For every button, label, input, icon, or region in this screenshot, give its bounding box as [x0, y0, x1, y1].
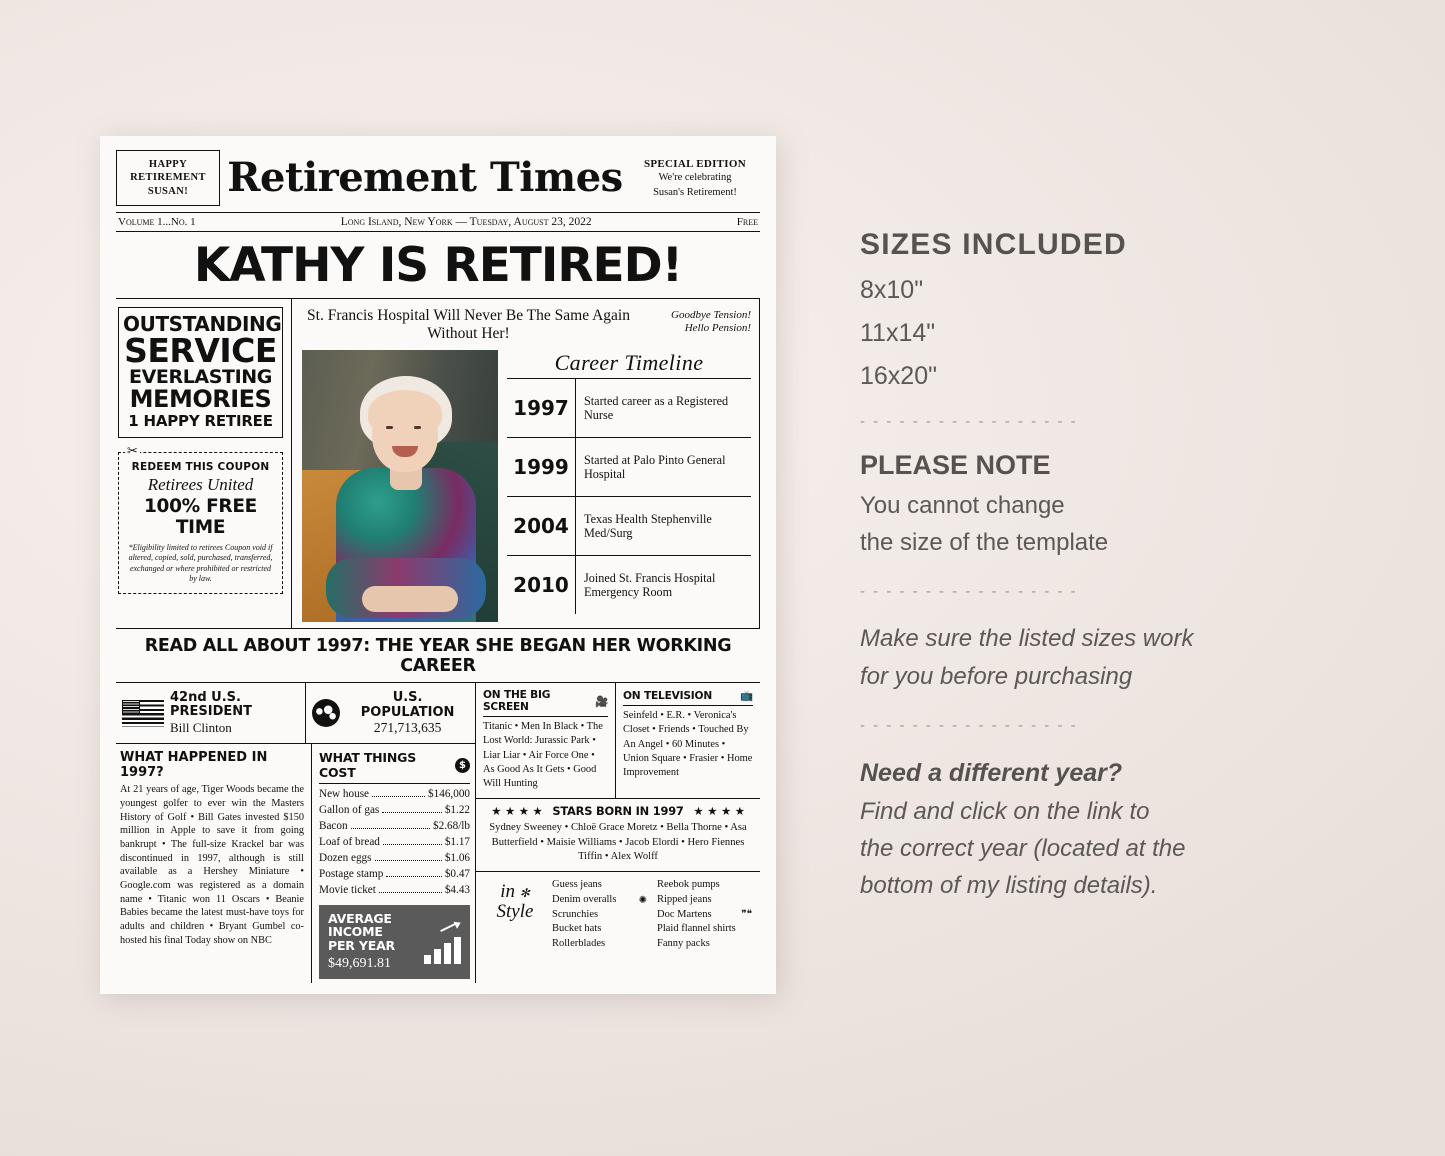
location-date: Long Island, New York — Tuesday, August 23, 2022 [340, 216, 592, 229]
average-income-text [328, 912, 424, 972]
outstanding-line-4: MEMORIES [129, 385, 272, 414]
stars-born-body: Sydney Sweeney • Chloë Grace Moretz • Bella Thorne • Asa Butterfield • Maisie Williams • Jacob Elordi • Hero Fiennes Tiffin • Alex Wolff [489, 821, 747, 863]
in-style-item: Plaid flannel shirts [657, 923, 736, 935]
income-chart-icon [424, 920, 461, 964]
goodbye-tension-note [643, 307, 751, 337]
volume-bar [116, 212, 760, 232]
price-label: Free [736, 216, 758, 229]
cost-item-price: $1.17 [444, 835, 470, 848]
outstanding-line-1: OUTSTANDING [123, 311, 282, 336]
what-happened-body: At 21 years of age, Tiger Woods became the youngest golfer to ever win the Masters History of Golf • Bill Gates invested $150 million in Apple to save it from going bankrupt • The full-size Krackel bar was discontinued in 1997, although is still available as a Hershey Miniature • Google.com was registered as a domain name • Titanic won 11 Oscars • Beanie Babies became the latest must-have toys for adults and children • Bryant Gumbel co-hosted his final Today show on NBC [120, 784, 304, 946]
timeline-year: 1999 [507, 438, 576, 496]
television-header [623, 689, 753, 706]
big-screen-body: Titanic • Men In Black • The Lost World: Jurassic Park • Liar Liar • Air Force One • As Good As It Gets • Good Will Hunting [483, 721, 603, 789]
make-sure-line-1: Make sure the listed sizes work [860, 625, 1194, 653]
timeline-text: Texas Health Stephenville Med/Surg [584, 511, 712, 541]
timeline-text: Joined St. Francis Hospital Emergency Room [584, 570, 716, 600]
please-note-title: PLEASE NOTE [860, 450, 1051, 480]
outstanding-service-box [118, 307, 283, 438]
stars-born-header [482, 804, 754, 818]
coupon-fine-print: *Eligibility limited to retirees Coupon void if altered, copied, sold, purchased, transferred, exchanged or where prohibited or restricted by law. [128, 542, 273, 584]
what-things-cost-title: WHAT THINGS COST [319, 750, 416, 781]
in-style-item: Scrunchies [552, 908, 599, 920]
special-edition-line1: We're celebrating [658, 172, 732, 184]
timeline-year: 1997 [507, 379, 576, 437]
president-population-row [116, 683, 475, 744]
special-edition-block [630, 157, 760, 200]
what-things-cost-header [319, 750, 470, 784]
goodbye-line-2: Hello Pension! [684, 322, 751, 335]
television-body: Seinfeld • E.R. • Veronica's Closet • Friends • Touched By An Angel • 60 Minutes • Union Square • Frasier • Home Improvement [623, 710, 753, 778]
in-style-column-2 [657, 878, 754, 953]
population-text [346, 690, 469, 736]
big-screen-header [483, 689, 608, 717]
please-note-line-1: You cannot change [860, 492, 1065, 519]
in-style-block [476, 872, 760, 957]
retiree-photo [302, 350, 498, 622]
coupon-box [118, 442, 283, 595]
bar-chart-icon [424, 936, 461, 964]
in-style-columns [552, 878, 754, 953]
timeline-row [507, 497, 751, 556]
cost-item-price: $146,000 [428, 788, 470, 801]
need-year-line-2: the correct year (located at the [860, 834, 1186, 862]
in-style-title-word2: Style [496, 900, 534, 922]
cost-item-price: $4.43 [444, 883, 470, 896]
photo-and-timeline [302, 350, 751, 622]
president-label: 42nd U.S. PRESIDENT [170, 690, 253, 720]
coupon-offer: 100% FREE TIME [143, 495, 258, 538]
what-things-cost-block [312, 744, 475, 983]
president-text [170, 691, 299, 735]
us-flag-icon [122, 700, 164, 727]
outstanding-line-5: 1 HAPPY RETIREE [128, 411, 273, 430]
cost-item-price: $1.06 [444, 851, 470, 864]
cost-item [319, 851, 470, 867]
size-option: 16x20" [860, 362, 937, 390]
divider: - - - - - - - - - - - - - - - - - [860, 583, 1078, 601]
big-screen-title: ON THE BIG SCREEN [483, 689, 551, 714]
cost-item [319, 819, 470, 835]
television-title: ON TELEVISION [623, 689, 712, 702]
paper-title: Retirement Times [227, 154, 623, 202]
cost-item-name: Postage stamp [319, 867, 384, 880]
stars-right-icon: ★ ★ ★ ★ [693, 803, 745, 818]
coupon-redeem-label: REDEEM THIS COUPON [131, 460, 270, 473]
globe-icon [312, 699, 340, 727]
in-style-item: Fanny packs [657, 938, 710, 950]
cost-item [319, 803, 470, 819]
cost-dots [375, 860, 442, 861]
stars-born-title: STARS BORN IN 1997 [552, 803, 684, 818]
dollar-coin-icon: $ [455, 758, 470, 773]
scrunchie-icon: ✺ [638, 894, 647, 906]
president-name: Bill Clinton [170, 719, 232, 735]
in-style-title [484, 878, 546, 922]
population-label: U.S. POPULATION [360, 690, 455, 721]
special-edition-title: SPECIAL EDITION [643, 157, 746, 170]
center-column [292, 299, 760, 629]
happy-retirement-box: HAPPY RETIREMENT SUSAN! [116, 150, 220, 206]
scissors-icon: ✂ [127, 442, 138, 458]
cost-dots [383, 844, 442, 845]
tv-icon: 📺 [740, 690, 753, 703]
population-value: 271,713,635 [373, 720, 442, 736]
cost-dots [379, 892, 442, 893]
cost-item-name: Dozen eggs [319, 851, 372, 864]
please-note-line-2: the size of the template [860, 529, 1109, 557]
cost-dots [351, 828, 430, 829]
timeline-row [507, 379, 751, 438]
average-income-line-2: PER YEAR [328, 938, 395, 954]
cost-dots [382, 812, 442, 813]
outstanding-line-2: SERVICE [124, 331, 277, 371]
need-different-year-title: Need a different year? [860, 758, 1123, 787]
facts-right-column [476, 683, 760, 983]
population-cell [306, 683, 475, 743]
cost-item-name: Gallon of gas [319, 804, 380, 817]
facts-section [116, 683, 760, 983]
subheadline: St. Francis Hospital Will Never Be The Same Again Without Her! [307, 306, 630, 342]
in-style-item: Rollerblades [552, 938, 606, 950]
timeline-year: 2010 [507, 556, 576, 614]
divider: - - - - - - - - - - - - - - - - - [860, 716, 1078, 734]
headline: KATHY IS RETIRED! [116, 232, 760, 298]
average-income-line-1: AVERAGE INCOME [328, 910, 392, 940]
stars-born-block [476, 799, 760, 872]
special-edition-line2: Susan's Retirement! [653, 186, 737, 198]
sparkle-icon: ✻ [519, 885, 530, 900]
timeline-text: Started career as a Registered Nurse [584, 393, 729, 423]
president-cell [116, 683, 306, 743]
cost-item-price: $0.47 [444, 867, 470, 880]
cost-item [319, 883, 470, 899]
cost-item-name: Movie ticket [319, 883, 376, 896]
cost-item-price: $2.68/lb [433, 820, 470, 833]
television-block [616, 683, 760, 798]
need-year-line-1: Find and click on the link to [860, 797, 1150, 825]
what-happened-costs-row [116, 744, 475, 983]
what-happened-title: WHAT HAPPENED IN 1997? [120, 750, 268, 781]
goodbye-line-1: Goodbye Tension! [671, 308, 751, 321]
in-style-item: Reebok pumps [657, 878, 720, 890]
subheadline-row [302, 307, 751, 351]
average-income-value: $49,691.81 [328, 955, 391, 971]
what-happened-block [116, 744, 312, 983]
in-style-item: Doc Martens [657, 908, 712, 920]
in-style-item: Bucket hats [552, 923, 602, 935]
divider: - - - - - - - - - - - - - - - - - [860, 413, 1078, 430]
screen-television-row [476, 683, 760, 799]
cost-item-name: New house [319, 788, 370, 801]
cost-item-name: Loaf of bread [319, 835, 380, 848]
sizes-included-title: SIZES INCLUDED [860, 228, 1127, 261]
cost-item-name: Bacon [319, 820, 348, 833]
average-income-box [319, 905, 470, 979]
cost-item [319, 867, 470, 883]
need-year-line-3: bottom of my listing details). [860, 871, 1158, 899]
timeline-text: Started at Palo Pinto General Hospital [584, 452, 726, 482]
career-timeline-title: Career Timeline [507, 350, 751, 379]
in-style-column-1 [552, 878, 649, 953]
cost-item [319, 835, 470, 851]
in-style-item: Ripped jeans [657, 893, 712, 905]
listing-info-panel [860, 228, 1330, 904]
bowtie-icon: ❞❝ [741, 908, 752, 920]
cost-item [319, 787, 470, 803]
facts-left-column [116, 683, 476, 983]
cost-item-price: $1.22 [444, 804, 470, 817]
masthead [116, 150, 760, 212]
film-reel-icon: 🎥 [595, 695, 608, 708]
paper-title-wrap [220, 154, 630, 202]
in-style-item: Denim overalls [552, 893, 617, 905]
cost-dots [386, 876, 442, 877]
timeline-year: 2004 [507, 497, 576, 555]
make-sure-line-2: for you before purchasing [860, 662, 1133, 690]
trend-arrow-icon [441, 920, 461, 934]
stars-left-icon: ★ ★ ★ ★ [491, 803, 543, 818]
size-option: 8x10" [860, 276, 924, 304]
career-timeline [507, 350, 751, 622]
outstanding-line-3: EVERLASTING [129, 365, 272, 388]
size-option: 11x14" [860, 319, 936, 347]
in-style-item: Guess jeans [552, 878, 602, 890]
volume-number: Volume 1...No. 1 [118, 216, 196, 229]
left-column [116, 299, 292, 629]
coupon-brand: Retirees United [147, 474, 254, 494]
big-screen-block [476, 683, 616, 798]
in-style-title-word1: in [500, 880, 515, 902]
main-columns [116, 299, 760, 630]
timeline-row [507, 438, 751, 497]
cost-dots [372, 796, 425, 797]
read-all-about-banner: READ ALL ABOUT 1997: THE YEAR SHE BEGAN HER WORKING CAREER [116, 629, 760, 683]
timeline-row [507, 556, 751, 614]
retirement-newspaper-poster [100, 136, 776, 994]
